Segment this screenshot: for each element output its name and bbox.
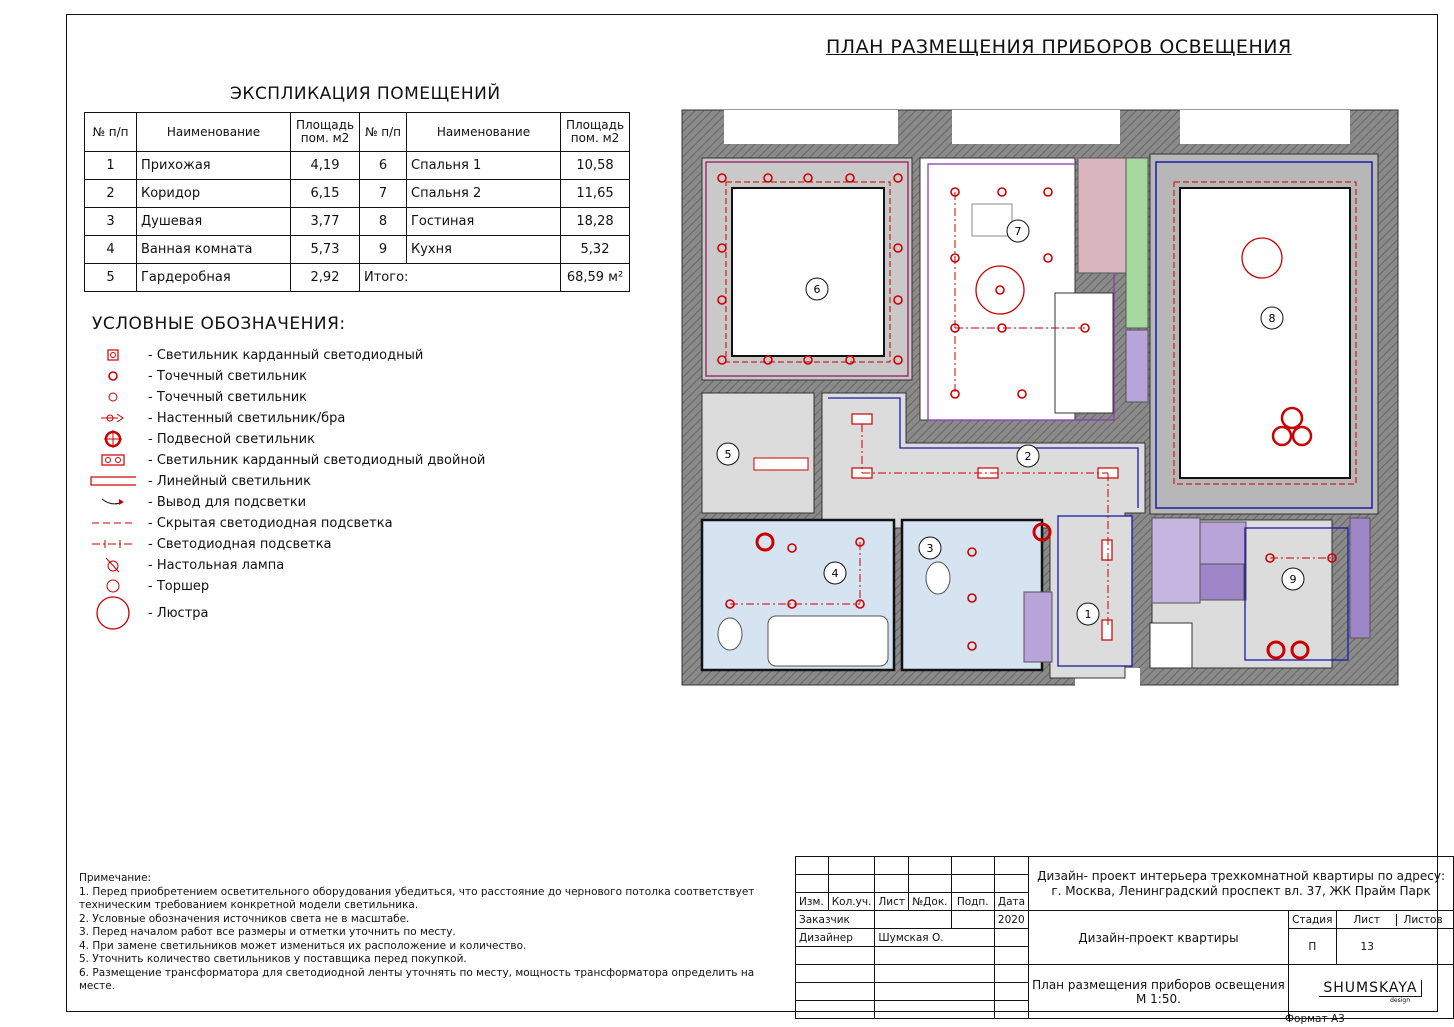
window-opening: [724, 110, 898, 144]
col-area: Площадь пом. м2: [291, 113, 360, 152]
chandelier-icon: [90, 596, 136, 630]
closet-purple: [1152, 518, 1200, 603]
utility-box: [1200, 564, 1244, 600]
col-ndok: №Док.: [909, 893, 951, 911]
legend-label: - Линейный светильник: [148, 473, 311, 489]
linear-light: [754, 458, 808, 470]
cell-name: Гардеробная: [137, 264, 291, 292]
legend-item: [90, 429, 315, 449]
sheets-label: Листов: [1396, 914, 1449, 926]
col-list: Лист: [875, 893, 909, 911]
closet-pink: [1078, 158, 1126, 273]
note-line: месте.: [79, 980, 116, 992]
room-label-2: 2: [1024, 450, 1032, 463]
legend-label: - Светодиодная подсветка: [148, 536, 332, 552]
explication-table: [84, 112, 630, 292]
table-header-row: [85, 113, 630, 152]
designer-name: Шумская О.: [875, 929, 995, 947]
cell-num: 1: [85, 152, 137, 180]
table-row: [85, 264, 630, 292]
cell-name: Прихожая: [137, 152, 291, 180]
cell-name: Кухня: [407, 236, 561, 264]
cell-area: 18,28: [561, 208, 630, 236]
year: 2020: [994, 911, 1028, 929]
cell-name: Душевая: [137, 208, 291, 236]
cell-area: 5,73: [291, 236, 360, 264]
closet-purple: [1350, 518, 1370, 638]
legend-label: - Светильник карданный светодиодный: [148, 347, 424, 363]
entry-door: [1150, 623, 1192, 668]
room-label-8: 8: [1268, 312, 1276, 325]
room-8-ceiling: [1180, 188, 1350, 478]
note-line: 1. Перед приобретением осветительного оборудования убедиться, что расстояние до чернового потолка соответствует: [79, 885, 755, 898]
total-label: Итого:: [360, 264, 561, 292]
cell-num: 6: [360, 152, 407, 180]
sheet-title: [1029, 965, 1289, 1019]
legend-item: [90, 450, 485, 470]
logo-sub: design: [1390, 996, 1410, 1004]
table-row: [85, 236, 630, 264]
cell-area: 5,32: [561, 236, 630, 264]
closet-purple: [1024, 592, 1052, 662]
legend-item: [90, 513, 393, 533]
legend-label: - Точечный светильник: [148, 389, 308, 405]
col-num: № п/п: [360, 113, 407, 152]
cell-name: Ванная комната: [137, 236, 291, 264]
cell-area: 11,65: [561, 180, 630, 208]
room-label-4: 4: [831, 567, 839, 580]
spot-icon: [90, 387, 136, 407]
table-row: [85, 208, 630, 236]
cell-name: Спальня 1: [407, 152, 561, 180]
cell-num: 7: [360, 180, 407, 208]
sheet-label-cell: [1336, 911, 1453, 929]
cell-num: 8: [360, 208, 407, 236]
cell-name: Гостиная: [407, 208, 561, 236]
legend-item: [90, 576, 209, 596]
doc-title: Дизайн-проект квартиры: [1029, 911, 1289, 965]
project-address: [1029, 857, 1454, 911]
legend-item: [90, 471, 311, 491]
legend-label: - Люстра: [148, 605, 209, 621]
stage-label: Стадия: [1288, 911, 1336, 929]
desk-7: [972, 204, 1012, 236]
sheet-title-line-1: План размещения приборов освещения: [1032, 977, 1285, 992]
legend-label: - Настенный светильник/бра: [148, 410, 346, 426]
closet-green: [1126, 158, 1148, 328]
note-line: техническим требованием конкретной модели светильника.: [79, 899, 419, 911]
note-line: 5. Уточнить количество светильников у поставщика перед покупкой.: [79, 953, 467, 965]
cell-area: 4,19: [291, 152, 360, 180]
legend-item: [90, 345, 423, 365]
pendant-icon: [90, 429, 136, 449]
floor-plan: [680, 108, 1400, 688]
cell-area: 3,77: [291, 208, 360, 236]
cell-num: 2: [85, 180, 137, 208]
customer-label: Заказчик: [796, 911, 875, 929]
sheet-number: 13: [1360, 940, 1374, 953]
project-line-1: Дизайн- проект интерьера трехкомнатной квартиры по адресу:: [1037, 868, 1446, 883]
legend-title: УСЛОВНЫЕ ОБОЗНАЧЕНИЯ:: [92, 314, 346, 334]
room-label-6: 6: [813, 283, 821, 296]
legend-item: [90, 366, 307, 386]
legend-item: [90, 555, 284, 575]
table-row: [85, 152, 630, 180]
legend-item: [90, 596, 208, 630]
sheet-number-cell: [1336, 929, 1453, 965]
spot-red-icon: [90, 366, 136, 386]
total-value: 68,59 м²: [561, 264, 630, 292]
cell-num: 5: [85, 264, 137, 292]
col-name: Наименование: [407, 113, 561, 152]
legend-label: - Точечный светильник: [148, 368, 308, 384]
room-label-3: 3: [926, 542, 934, 555]
cell-num: 3: [85, 208, 137, 236]
room-1: [1058, 516, 1132, 666]
col-podp: Подп.: [951, 893, 994, 911]
cell-num: 9: [360, 236, 407, 264]
note-line: 4. При замене светильников может измениться их расположение и количество.: [79, 939, 527, 952]
room-label-7: 7: [1014, 225, 1022, 238]
toilet-4: [718, 618, 742, 650]
page-title: ПЛАН РАЗМЕЩЕНИЯ ПРИБОРОВ ОСВЕЩЕНИЯ: [826, 36, 1292, 58]
legend-label: - Настольная лампа: [148, 557, 285, 573]
toilet-3: [926, 562, 950, 594]
floor-lamp-icon: [90, 576, 136, 596]
cell-num: 4: [85, 236, 137, 264]
table-row: [85, 180, 630, 208]
notes: [79, 872, 769, 994]
cell-area: 10,58: [561, 152, 630, 180]
cell-name: Коридор: [137, 180, 291, 208]
designer-label: Дизайнер: [796, 929, 875, 947]
lighting-outlet-icon: [90, 492, 136, 512]
notes-title: Примечание:: [79, 872, 152, 884]
col-izm: Изм.: [796, 893, 829, 911]
note-line: 3. Перед началом работ все размеры и отметки уточнить по месту.: [79, 926, 456, 938]
cell-name: Спальня 2: [407, 180, 561, 208]
bathtub: [768, 616, 888, 666]
legend-label: - Скрытая светодиодная подсветка: [148, 515, 393, 531]
double-cardan-icon: [90, 450, 136, 470]
led-strip-icon: [90, 534, 136, 554]
col-kol: Кол.уч.: [828, 893, 875, 911]
legend-item: [90, 492, 306, 512]
window-opening: [1180, 110, 1350, 144]
room-label-1: 1: [1084, 608, 1092, 621]
note-line: 6. Размещение трансформатора для светодиодной ленты уточнять по месту, мощность трансформатора определить на: [79, 966, 755, 979]
legend-label: - Торшер: [148, 578, 210, 594]
legend-item: [90, 534, 332, 554]
hidden-led-icon: [90, 513, 136, 533]
cardan-led-icon: [90, 345, 136, 365]
title-block: [795, 856, 1454, 1019]
room-label-5: 5: [724, 448, 732, 461]
col-name: Наименование: [137, 113, 291, 152]
sheet-label: Лист: [1353, 913, 1381, 926]
format-label: Формат А3: [1285, 1013, 1345, 1025]
legend-label: - Подвесной светильник: [148, 431, 315, 447]
legend-label: - Светильник карданный светодиодный двойной: [148, 452, 486, 468]
room-label-9: 9: [1289, 573, 1297, 586]
table-lamp-icon: [90, 555, 136, 575]
wall-sconce-icon: [90, 408, 136, 428]
note-line: 2. Условные обозначения источников света не в масштабе.: [79, 912, 410, 925]
cell-area: 2,92: [291, 264, 360, 292]
stage: П: [1288, 929, 1336, 965]
cell-area: 6,15: [291, 180, 360, 208]
window-opening: [952, 110, 1120, 144]
legend-item: [90, 387, 307, 407]
legend-label: - Вывод для подсветки: [148, 494, 307, 510]
sheet-title-line-2: М 1:50.: [1135, 991, 1181, 1006]
col-num: № п/п: [85, 113, 137, 152]
bed-7: [1055, 293, 1113, 413]
col-data: Дата: [994, 893, 1028, 911]
logo-cell: [1288, 965, 1453, 1019]
project-line-2: г. Москва, Ленинградский проспект вл. 37, ЖК Прайм Парк: [1051, 883, 1431, 898]
company-logo: SHUMSKAYA: [1319, 980, 1422, 997]
explication-title: ЭКСПЛИКАЦИЯ ПОМЕЩЕНИЙ: [230, 84, 501, 104]
room-7: [920, 158, 1075, 420]
legend-item: [90, 408, 345, 428]
col-area: Площадь пом. м2: [561, 113, 630, 152]
closet-purple: [1126, 330, 1148, 402]
room-6-ceiling: [732, 188, 884, 356]
linear-light-icon: [90, 471, 136, 491]
